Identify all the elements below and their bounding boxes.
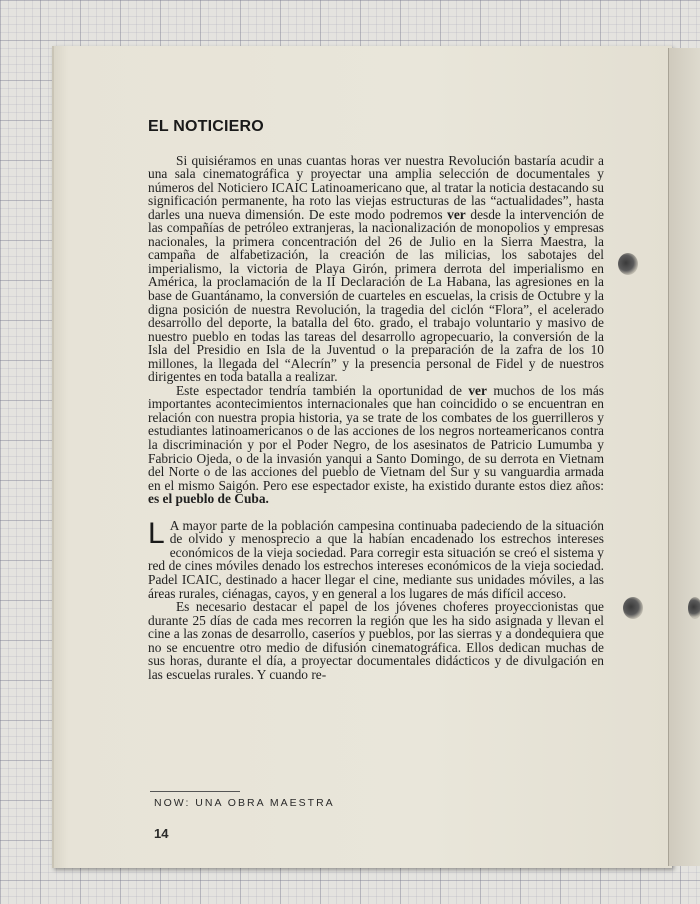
paragraph-1: Si quisiéramos en unas cuantas horas ver nuestra Revolución bastaría acudir a una sala cinematográfica y proyectar una amplia selección de documentales y números del Noticiero ICAIC Latinoamericano que, al tratar la noticia destacando su significación permanente, ha roto las viejas estructuras de las “actualidades”, hasta darles una nueva dimensión. De este modo podremos ver desde la intervención de las compañías de petróleo extranjeras, la nacionalización de monopolios y empresas nacionales, la primera concentración del 26 de Julio en la Sierra Maestra, la campaña de alfabetización, la creación de las milicias, los sabotajes del imperialismo, la victoria de Playa Girón, primera derrota del imperialismo en América, la proclamación de la II Declaración de La Habana, las agresiones en la base de Guantánamo, la conversión de cuarteles en escuelas, la crisis de Octubre y la digna posición de nuestra Revolución, la tragedia del ciclón “Flora”, el acelerado desarrollo del deporte, la batalla del 6to. grado, el trabajo voluntario y masivo de nuestro pueblo en todas las tareas del desarrollo agropecuario, la conversión de la Isla del Presidio en Isla de la Juventud o la preparación de la zafra de los 10 millones, la llegada del “Alecrín” y la presencia personal de Fidel y de nuestros dirigentes en toda batalla a realizar. — [148, 152, 604, 385]
footer-note: NOW: UNA OBRA MAESTRA — [154, 797, 335, 809]
binder-hole — [623, 597, 643, 619]
binder-hole — [618, 253, 638, 275]
adjacent-page-edge — [668, 48, 700, 866]
drop-cap: L — [148, 516, 165, 550]
binder-hole — [688, 597, 700, 619]
section-heading: EL NOTICIERO — [148, 118, 264, 135]
page-number: 14 — [154, 826, 169, 841]
paragraph-4: Es necesario destacar el papel de los jóvenes choferes proyeccionistas que durante 25 días de cada mes recorren la región que les ha sido asignada y llevan el cine a las zonas de desarrollo, caseríos y pueblos, por las sierras y a dondequiera que no se encuentre otro medio de difusión cinematográfica. Ellos dedican muchas de sus horas, durante el día, a proyectar documentales didácticos y de divulgación en las escuelas rurales. Y cuando re- — [148, 599, 604, 682]
article-body — [148, 120, 604, 681]
paragraph-2: Este espectador tendría también la oportunidad de ver muchos de los más importantes acontecimientos internacionales que han coincidido o se encuentran en relación con nuestra propia historia, ya se trate de los combates de los guerrilleros y estudiantes latinoamericanos o de las acciones de los negros norteamericanos contra la discriminación y por el Poder Negro, de los asesinatos de Patricio Lumumba y Fabricio Ojeda, o de la invasión yanqui a Santo Domingo, de su derrota en Vietnam del Norte o de las acciones del pueblo de Vietnam del Sur y su vanguardia armada en el mismo Saigón. Pero ese espectador existe, ha existido durante estos diez años: es el pueblo de Cuba. — [148, 382, 604, 507]
footer-divider — [150, 791, 240, 792]
paragraph-3: L A mayor parte de la población campesina continuaba padeciendo de la situación de olvido y menosprecio a que la habían encadenado los estrechos intereses económicos de la vieja sociedad. Para corregir esta situación se creó el sistema y red de cines móviles denado los estrechos intereses económicos de la vieja sociedad. Padel ICAIC, destinado a hacer llegar el cine, mediante sus unidades móviles, a las áreas rurales, ciénagas, cayos, y en general a los lugares de más difícil acceso. — [148, 516, 604, 601]
